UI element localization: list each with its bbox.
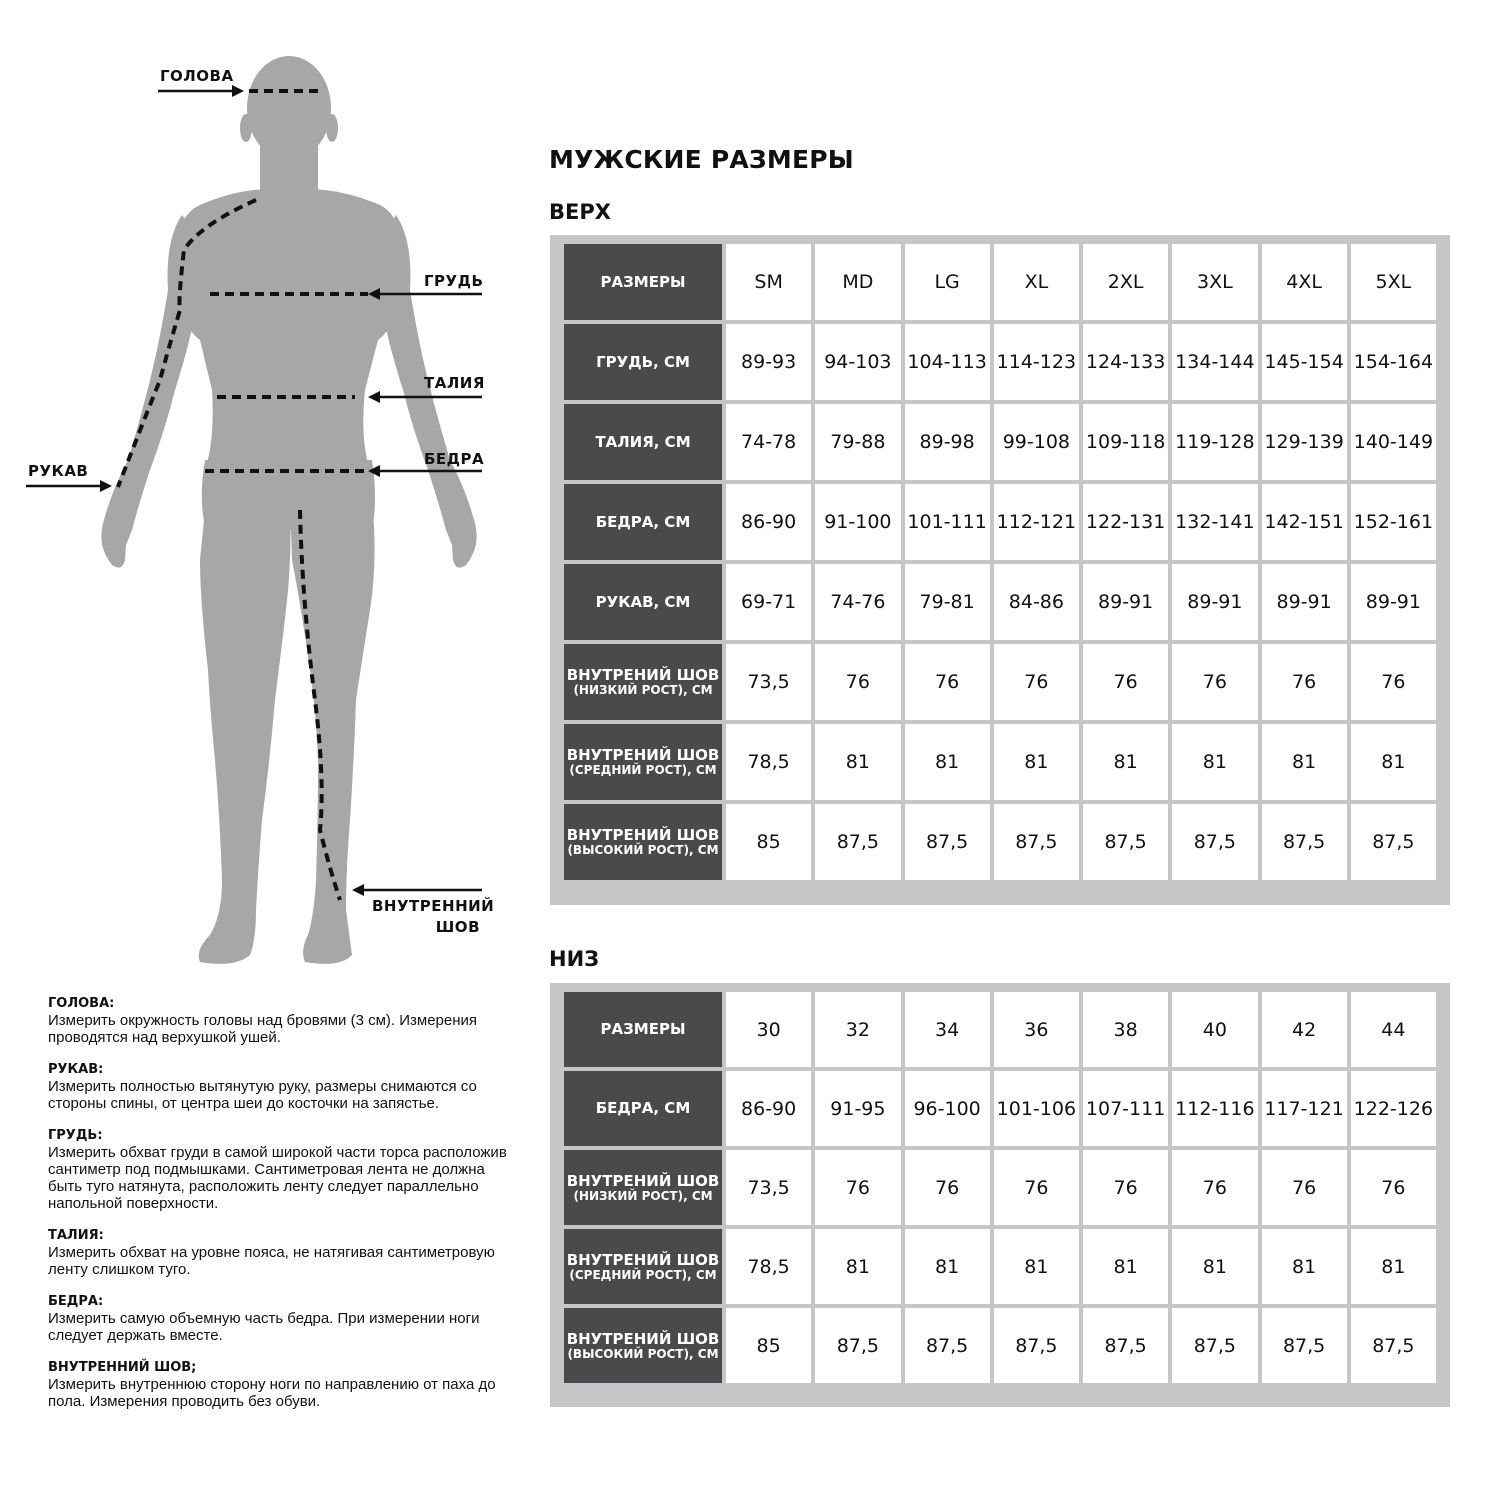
value-cell: 101-106 bbox=[994, 1071, 1079, 1146]
value-cell: 76 bbox=[905, 1150, 990, 1225]
value-cell: 119-128 bbox=[1172, 404, 1257, 480]
row-sublabel: (ВЫСОКИЙ РОСТ), СМ bbox=[567, 843, 719, 857]
instruction-title: БЕДРА: bbox=[48, 1294, 104, 1309]
value-cell: 87,5 bbox=[905, 804, 990, 880]
instruction-text: Измерить внутреннюю сторону ноги по направлению от паха до пола. Измерения проводить без обуви. bbox=[48, 1376, 496, 1410]
body-silhouette bbox=[0, 0, 520, 990]
table-header-row bbox=[564, 992, 1436, 1067]
value-cell: 79-81 bbox=[905, 564, 990, 640]
top-section-title: ВЕРХ bbox=[549, 200, 611, 224]
value-cell: 76 bbox=[1172, 1150, 1257, 1225]
waist-label: ТАЛИЯ bbox=[424, 374, 485, 392]
value-cell: 89-91 bbox=[1083, 564, 1168, 640]
size-cell: 40 bbox=[1172, 992, 1257, 1067]
value-cell: 87,5 bbox=[1172, 804, 1257, 880]
row-label-cell bbox=[564, 1229, 722, 1304]
bottom-table-body bbox=[564, 992, 1436, 1383]
value-cell: 96-100 bbox=[905, 1071, 990, 1146]
value-cell: 81 bbox=[1083, 1229, 1168, 1304]
value-cell: 129-139 bbox=[1262, 404, 1347, 480]
value-cell: 76 bbox=[815, 644, 900, 720]
table-row bbox=[564, 1071, 1436, 1146]
value-cell: 81 bbox=[1351, 1229, 1436, 1304]
instruction-text: Измерить окружность головы над бровями (3 см). Измерения проводятся над верхушкой ушей. bbox=[48, 1012, 478, 1046]
value-cell: 114-123 bbox=[994, 324, 1079, 400]
value-cell: 76 bbox=[1262, 644, 1347, 720]
row-label: ГРУДЬ, СМ bbox=[596, 352, 690, 371]
page-title: МУЖСКИЕ РАЗМЕРЫ bbox=[549, 145, 854, 174]
row-label-cell bbox=[564, 724, 722, 800]
value-cell: 145-154 bbox=[1262, 324, 1347, 400]
value-cell: 76 bbox=[1351, 1150, 1436, 1225]
value-cell: 91-95 bbox=[815, 1071, 900, 1146]
instruction-text: Измерить обхват груди в самой широкой части торса расположив сантиметр под подмышками. Сантиметровая лента не должна быть туго натянута, расположить ленту следует параллельно напольной поверхности. bbox=[48, 1144, 507, 1212]
value-cell: 87,5 bbox=[1262, 804, 1347, 880]
value-cell: 86-90 bbox=[726, 484, 811, 560]
value-cell: 81 bbox=[815, 724, 900, 800]
value-cell: 76 bbox=[994, 1150, 1079, 1225]
size-cell: MD bbox=[815, 244, 900, 320]
value-cell: 81 bbox=[1262, 1229, 1347, 1304]
value-cell: 142-151 bbox=[1262, 484, 1347, 560]
table-header-row bbox=[564, 244, 1436, 320]
table-row bbox=[564, 404, 1436, 480]
header-label-cell: РАЗМЕРЫ bbox=[564, 244, 722, 320]
value-cell: 81 bbox=[1172, 1229, 1257, 1304]
table-row bbox=[564, 564, 1436, 640]
size-cell: 32 bbox=[815, 992, 900, 1067]
row-label-cell bbox=[564, 1308, 722, 1383]
value-cell: 89-93 bbox=[726, 324, 811, 400]
row-label: БЕДРА, СМ bbox=[595, 1099, 691, 1117]
inseam-label-line1: ВНУТРЕННИЙ bbox=[372, 897, 495, 915]
top-table-body bbox=[564, 244, 1436, 880]
instruction-item bbox=[48, 1128, 518, 1212]
chest-label: ГРУДЬ bbox=[424, 272, 484, 290]
value-cell: 112-121 bbox=[994, 484, 1079, 560]
value-cell: 78,5 bbox=[726, 724, 811, 800]
value-cell: 81 bbox=[1083, 724, 1168, 800]
value-cell: 76 bbox=[994, 644, 1079, 720]
value-cell: 87,5 bbox=[1351, 1308, 1436, 1383]
row-sublabel: (СРЕДНИЙ РОСТ), СМ bbox=[569, 1267, 717, 1282]
head-label: ГОЛОВА bbox=[160, 67, 234, 85]
row-sublabel: (НИЗКИЙ РОСТ), СМ bbox=[573, 683, 713, 697]
value-cell: 73,5 bbox=[726, 644, 811, 720]
hips-label: БЕДРА bbox=[424, 450, 485, 468]
value-cell: 74-78 bbox=[726, 404, 811, 480]
value-cell: 154-164 bbox=[1351, 324, 1436, 400]
size-cell: 5XL bbox=[1351, 244, 1436, 320]
bottom-table-grid bbox=[560, 988, 1440, 1387]
body-measurement-figure bbox=[0, 0, 520, 990]
size-cell: SM bbox=[726, 244, 811, 320]
value-cell: 89-91 bbox=[1262, 564, 1347, 640]
row-label: ВНУТРЕНИЙ ШОВ bbox=[566, 666, 720, 684]
instruction-item bbox=[48, 1062, 518, 1112]
row-label: РУКАВ, СМ bbox=[595, 592, 691, 611]
value-cell: 76 bbox=[815, 1150, 900, 1225]
row-label: ВНУТРЕНИЙ ШОВ bbox=[566, 746, 720, 764]
row-sublabel: (СРЕДНИЙ РОСТ), СМ bbox=[569, 763, 717, 777]
measurement-instructions bbox=[48, 996, 518, 1426]
inseam-label-line2: ШОВ bbox=[435, 918, 480, 936]
instruction-item bbox=[48, 1228, 518, 1278]
value-cell: 76 bbox=[1351, 644, 1436, 720]
row-label: ТАЛИЯ, СМ bbox=[595, 432, 691, 451]
instruction-title: ВНУТРЕННИЙ ШОВ; bbox=[48, 1360, 197, 1375]
value-cell: 76 bbox=[905, 644, 990, 720]
top-table-grid bbox=[560, 240, 1440, 884]
row-label: БЕДРА, СМ bbox=[595, 512, 691, 531]
row-label-cell bbox=[564, 484, 722, 560]
value-cell: 87,5 bbox=[905, 1308, 990, 1383]
instruction-title: РУКАВ: bbox=[48, 1062, 104, 1077]
value-cell: 87,5 bbox=[1083, 804, 1168, 880]
value-cell: 117-121 bbox=[1262, 1071, 1347, 1146]
table-row bbox=[564, 484, 1436, 560]
value-cell: 122-131 bbox=[1083, 484, 1168, 560]
row-label: ВНУТРЕНИЙ ШОВ bbox=[566, 1171, 720, 1190]
value-cell: 87,5 bbox=[815, 804, 900, 880]
value-cell: 78,5 bbox=[726, 1229, 811, 1304]
instruction-text: Измерить самую объемную часть бедра. При измерении ноги следует держать вместе. bbox=[48, 1310, 480, 1344]
value-cell: 73,5 bbox=[726, 1150, 811, 1225]
value-cell: 87,5 bbox=[815, 1308, 900, 1383]
value-cell: 81 bbox=[1262, 724, 1347, 800]
value-cell: 122-126 bbox=[1351, 1071, 1436, 1146]
value-cell: 87,5 bbox=[1083, 1308, 1168, 1383]
value-cell: 85 bbox=[726, 1308, 811, 1383]
value-cell: 81 bbox=[1172, 724, 1257, 800]
header-label-cell: РАЗМЕРЫ bbox=[564, 992, 722, 1067]
instruction-text: Измерить полностью вытянутую руку, размеры снимаются со стороны спины, от центра шеи до косточки на запястье. bbox=[48, 1078, 477, 1112]
table-row bbox=[564, 1308, 1436, 1383]
table-row bbox=[564, 1150, 1436, 1225]
row-label-cell bbox=[564, 804, 722, 880]
instruction-item bbox=[48, 996, 518, 1046]
value-cell: 79-88 bbox=[815, 404, 900, 480]
size-cell: 44 bbox=[1351, 992, 1436, 1067]
value-cell: 89-91 bbox=[1351, 564, 1436, 640]
size-cell: 30 bbox=[726, 992, 811, 1067]
value-cell: 87,5 bbox=[994, 804, 1079, 880]
row-label-cell bbox=[564, 1071, 722, 1146]
row-label-cell bbox=[564, 1150, 722, 1225]
size-cell: 38 bbox=[1083, 992, 1168, 1067]
value-cell: 152-161 bbox=[1351, 484, 1436, 560]
bottom-size-table bbox=[550, 983, 1450, 1407]
value-cell: 124-133 bbox=[1083, 324, 1168, 400]
value-cell: 84-86 bbox=[994, 564, 1079, 640]
value-cell: 81 bbox=[905, 1229, 990, 1304]
sleeve-label: РУКАВ bbox=[28, 462, 89, 480]
value-cell: 140-149 bbox=[1351, 404, 1436, 480]
value-cell: 85 bbox=[726, 804, 811, 880]
value-cell: 89-91 bbox=[1172, 564, 1257, 640]
value-cell: 76 bbox=[1083, 644, 1168, 720]
value-cell: 74-76 bbox=[815, 564, 900, 640]
value-cell: 87,5 bbox=[994, 1308, 1079, 1383]
table-row bbox=[564, 324, 1436, 400]
table-row bbox=[564, 724, 1436, 800]
value-cell: 69-71 bbox=[726, 564, 811, 640]
value-cell: 87,5 bbox=[1172, 1308, 1257, 1383]
value-cell: 89-98 bbox=[905, 404, 990, 480]
value-cell: 81 bbox=[994, 1229, 1079, 1304]
row-label: ВНУТРЕНИЙ ШОВ bbox=[566, 826, 720, 844]
row-label-cell bbox=[564, 404, 722, 480]
bottom-section-title: НИЗ bbox=[549, 947, 600, 971]
value-cell: 81 bbox=[1351, 724, 1436, 800]
row-sublabel: (ВЫСОКИЙ РОСТ), СМ bbox=[567, 1346, 719, 1361]
value-cell: 87,5 bbox=[1351, 804, 1436, 880]
value-cell: 104-113 bbox=[905, 324, 990, 400]
value-cell: 112-116 bbox=[1172, 1071, 1257, 1146]
size-cell: 34 bbox=[905, 992, 990, 1067]
instruction-item bbox=[48, 1294, 518, 1344]
value-cell: 76 bbox=[1083, 1150, 1168, 1225]
value-cell: 101-111 bbox=[905, 484, 990, 560]
value-cell: 132-141 bbox=[1172, 484, 1257, 560]
row-label: ВНУТРЕНИЙ ШОВ bbox=[566, 1329, 720, 1348]
size-cell: LG bbox=[905, 244, 990, 320]
instruction-text: Измерить обхват на уровне пояса, не натягивая сантиметровую ленту слишком туго. bbox=[48, 1244, 495, 1278]
value-cell: 99-108 bbox=[994, 404, 1079, 480]
value-cell: 109-118 bbox=[1083, 404, 1168, 480]
instruction-title: ГОЛОВА: bbox=[48, 996, 115, 1011]
instruction-title: ТАЛИЯ: bbox=[48, 1228, 104, 1243]
table-row bbox=[564, 804, 1436, 880]
row-label-cell bbox=[564, 324, 722, 400]
top-size-table bbox=[550, 235, 1450, 905]
value-cell: 91-100 bbox=[815, 484, 900, 560]
size-cell: 3XL bbox=[1172, 244, 1257, 320]
size-cell: 4XL bbox=[1262, 244, 1347, 320]
row-label-cell bbox=[564, 644, 722, 720]
table-row bbox=[564, 1229, 1436, 1304]
size-cell: 36 bbox=[994, 992, 1079, 1067]
value-cell: 81 bbox=[905, 724, 990, 800]
size-cell: XL bbox=[994, 244, 1079, 320]
size-cell: 42 bbox=[1262, 992, 1347, 1067]
instruction-item bbox=[48, 1360, 518, 1410]
value-cell: 107-111 bbox=[1083, 1071, 1168, 1146]
table-row bbox=[564, 644, 1436, 720]
value-cell: 81 bbox=[994, 724, 1079, 800]
value-cell: 86-90 bbox=[726, 1071, 811, 1146]
value-cell: 87,5 bbox=[1262, 1308, 1347, 1383]
value-cell: 94-103 bbox=[815, 324, 900, 400]
value-cell: 76 bbox=[1262, 1150, 1347, 1225]
size-cell: 2XL bbox=[1083, 244, 1168, 320]
value-cell: 76 bbox=[1172, 644, 1257, 720]
row-sublabel: (НИЗКИЙ РОСТ), СМ bbox=[573, 1188, 713, 1203]
instruction-title: ГРУДЬ: bbox=[48, 1128, 103, 1143]
value-cell: 81 bbox=[815, 1229, 900, 1304]
row-label-cell bbox=[564, 564, 722, 640]
value-cell: 134-144 bbox=[1172, 324, 1257, 400]
row-label: ВНУТРЕНИЙ ШОВ bbox=[566, 1250, 720, 1269]
